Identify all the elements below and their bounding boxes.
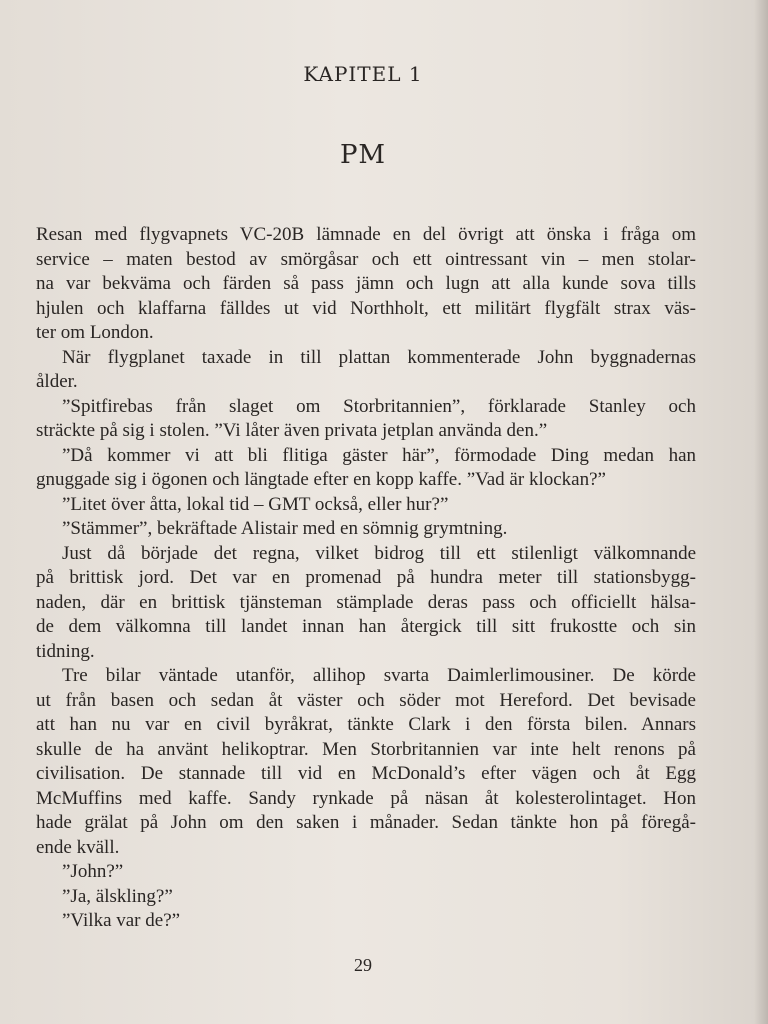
text-line: ”Stämmer”, bekräftade Alistair med en sömnig grymtning. (62, 518, 508, 539)
page-number: 29 (354, 955, 372, 975)
text-line: de dem välkomna till landet innan han återgick till sitt frukostte och sin (36, 616, 696, 637)
text-line: ”Då kommer vi att bli flitiga gäster här”, förmodade Ding medan han (62, 444, 696, 466)
text-line: ende kväll. (36, 836, 120, 858)
chapter-heading: KAPITEL 1 (303, 62, 423, 86)
text-line: service – maten bestod av smörgåsar och ett ointressant vin – men stolar- (36, 248, 696, 270)
text-line: ”Litet över åtta, lokal tid – GMT också, eller hur?” (62, 493, 449, 515)
text-line: ”Spitfirebas från slaget om Storbritannien”, förklarade Stanley och (62, 395, 696, 417)
text-line: skulle de ha använt helikoptrar. Men Storbritannien var inte helt renons på (36, 738, 696, 760)
text-line: civilisation. De stannade till vid en McDonald’s efter vägen och åt Egg (36, 763, 696, 784)
text-line: att han nu var en civil byråkrat, tänkte Clark i den första bilen. Annars (36, 714, 696, 735)
text-line: Resan med flygvapnets VC-20B lämnade en del övrigt att önska i fråga om (36, 224, 696, 245)
text-line: Just då började det regna, vilket bidrog till ett stilenligt välkomnande (62, 542, 696, 564)
body-text (36, 223, 696, 934)
text-line: na var bekväma och färden så pass jämn och lugn att alla kunde sova tills (36, 273, 696, 294)
text-line: gnuggade sig i ögonen och längtade efter en kopp kaffe. ”Vad är klockan?” (36, 469, 606, 490)
text-line: på brittisk jord. Det var en promenad på hundra meter till stationsbygg- (36, 567, 696, 588)
text-line: tidning. (36, 640, 95, 662)
text-line: naden, där en brittisk tjänsteman stämplade deras pass och officiellt hälsa- (36, 591, 696, 613)
text-line: hade grälat på John om den saken i månader. Sedan tänkte hon på föregå- (36, 812, 696, 833)
text-line: sträckte på sig i stolen. ”Vi låter även privata jetplan använda den.” (36, 420, 548, 441)
text-line: Tre bilar väntade utanför, allihop svarta Daimlerlimousiner. De körde (62, 665, 696, 686)
text-line: När flygplanet taxade in till plattan kommenterade John byggnadernas (62, 346, 696, 368)
text-line: ålder. (36, 371, 78, 392)
chapter-title: PM (339, 140, 387, 170)
text-line: ”John?” (62, 861, 124, 882)
text-line: ”Vilka var de?” (62, 910, 181, 931)
text-line: ”Ja, älskling?” (62, 885, 173, 907)
text-line: ut från basen och sedan åt väster och söder mot Hereford. Det bevisade (36, 689, 696, 711)
text-line: hjulen och klaffarna fälldes ut vid Northholt, ett militärt flygfält strax väs- (36, 297, 696, 319)
text-line: ter om London. (36, 322, 154, 343)
text-line: McMuffins med kaffe. Sandy rynkade på näsan åt kolesterolintaget. Hon (36, 787, 696, 809)
page-edge-shadow (754, 0, 768, 1024)
